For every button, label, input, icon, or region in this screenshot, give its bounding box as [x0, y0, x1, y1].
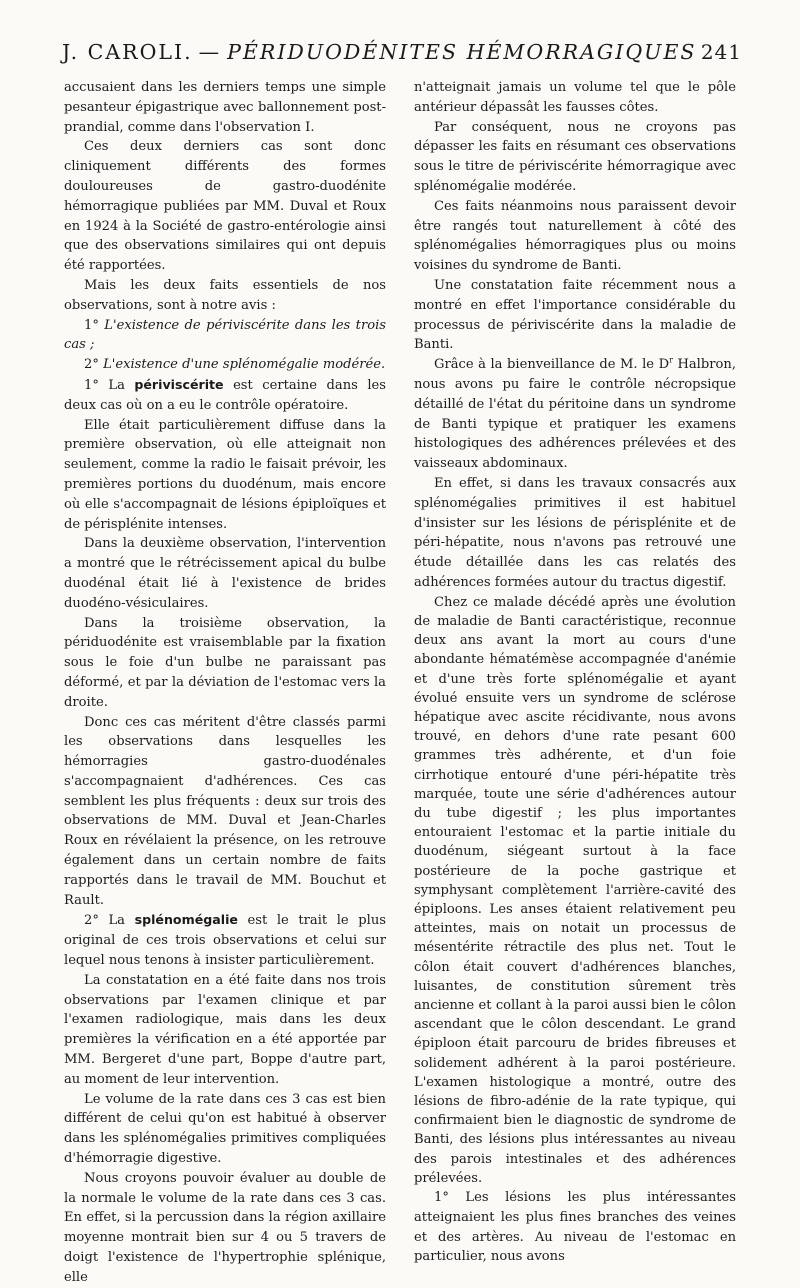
keyword-periviscerite: périviscérite	[134, 376, 224, 392]
paragraph: Mais les deux faits essentiels de nos observations, sont à notre avis :	[64, 277, 386, 313]
paragraph: Elle était particulièrement diffuse dans la première observation, où elle atteignait non seulement, comme la radio le faisait prévoir, les premières portions du duodénum, mais encore où elle s'accompagnait de lésions épiploïques et de périsplénite intenses.	[64, 417, 386, 532]
paragraph: Une constatation faite récemment nous a montré en effet l'importance considérable du processus de périviscérite dans la maladie de Banti.	[414, 277, 736, 353]
running-title	[62, 40, 696, 64]
running-header	[62, 40, 742, 74]
paragraph: Ces faits néanmoins nous paraissent devoir être rangés tout naturellement à côté des splénomégalies hémorragiques plus ou moins voisines du syndrome de Banti.	[414, 198, 736, 274]
paragraph: En effet, si dans les travaux consacrés aux splénomégalies primitives il est habituel d'insister sur les lésions de périsplénite et de péri-hépatite, nous n'avons pas retrouvé une étude détaillée dans les cas relatés des adhérences formées autour du tractus digestif.	[414, 475, 736, 590]
paragraph: 1° Les lésions les plus intéressantes atteignaient les plus fines branches des veines et des artères. Au niveau de l'estomac en particulier, nous avons	[414, 1190, 736, 1265]
header-dash: —	[198, 40, 222, 64]
paragraph: 1° La périviscérite est certaine dans les deux cas où on a eu le contrôle opératoire.	[64, 376, 386, 413]
left-column	[64, 78, 386, 1288]
right-column	[414, 78, 736, 1267]
paragraph: Ces deux derniers cas sont donc cliniquement différents des formes douloureuses de gastro-duodénite hémorragique publiées par MM. Duval et Roux en 1924 à la Société de gastro-entérologie ainsi que des observations similaires qui ont depuis été rapportées.	[64, 139, 386, 274]
paragraph: Chez ce malade décédé après une évolution de maladie de Banti caractéristique, reconnue deux ans avant la mort au cours d'une abondante hématémèse accompagnée d'anémie et d'une très forte splénomégalie et ayant évolué ensuite vers un syndrome de sclérose hépatique avec ascite récidivante, nous avons trouvé, en dehors d'une rate pesant 600 grammes très adhérente, et d'un foie cirrhotique entouré d'une péri-hépatite très marquée, toute une série d'adhérences autour du tube digestif ; les plus importantes entouraient l'estomac et la partie initiale du duodénum, siégeant surtout à la face postérieure de la poche gastrique et symphysant complètement l'arrière-cavité des épiploons. Les anses étaient relativement peu atteintes, mais on notait un processus de mésentérite rétractile des plus net. Tout le côlon était couvert d'adhérences blanches, luisantes, de constitution sûrement très ancienne et collant à la paroi aussi bien le côlon ascendant que le côlon descendant. Le grand épiploon était parcouru de brides fibreuses et solidement adhérent à la paroi postérieure. L'examen histologique a montré, outre des lésions de fibro-adénie de la rate typique, qui confirmaient bien le diagnostic de syndrome de Banti, des lésions plus intéressantes au niveau des parois intestinales et des adhérences prélevées.	[414, 594, 736, 1186]
list-item: 1° L'existence de périviscérite dans les trois cas ;	[64, 317, 386, 353]
paragraph: Le volume de la rate dans ces 3 cas est bien différent de celui qu'on est habitué à observer dans les splénomégalies primitives compliquées d'hémorragie digestive.	[64, 1091, 386, 1167]
list-item: 2° L'existence d'une splénomégalie modérée.	[84, 357, 386, 373]
header-author: J. CAROLI.	[62, 40, 193, 64]
paragraph: Dans la troisième observation, la périduodénite est vraisemblable par la fixation sous le foie d'un bulbe ne paraissant pas déformé, et par la déviation de l'estomac vers la droite.	[64, 615, 386, 710]
header-title: PÉRIDUODÉNITES HÉMORRAGIQUES	[227, 40, 697, 64]
paragraph: Dans la deuxième observation, l'intervention a montré que le rétrécissement apical du bulbe duodénal était lié à l'existence de brides duodéno-vésiculaires.	[64, 536, 386, 611]
page-number: 241	[700, 40, 742, 64]
paragraph: La constatation en a été faite dans nos trois observations par l'examen clinique et par l'examen radiologique, mais dans les deux premières la vérification en a été apportée par MM. Bergeret d'une part, Boppe d'autre part, au moment de leur intervention.	[64, 972, 386, 1087]
keyword-splenomegalie: splénomégalie	[134, 912, 238, 928]
paragraph: 2° La splénomégalie est le trait le plus original de ces trois observations et celui sur lequel nous tenons à insister particulièrement.	[64, 912, 386, 969]
paragraph: Par conséquent, nous ne croyons pas dépasser les faits en résumant ces observations sous le titre de périviscérite hémorragique avec splénomégalie modérée.	[414, 119, 736, 194]
paragraph: Grâce à la bienveillance de M. le $D^r$ Halbron, nous avons pu faire le contrôle nécropsique détaillé de l'état du péritoine dans un syndrome de Banti typique et pratiquer les examens histologiques des adhérences prélevées et des vaisseaux abdominaux.	[414, 355, 736, 472]
paragraph: Nous croyons pouvoir évaluer au double de la normale le volume de la rate dans ces 3 cas. En effet, si la percussion dans la région axillaire moyenne montrait bien sur 4 ou 5 travers de doigt l'existence de l'hypertrophie splénique, elle	[64, 1170, 386, 1285]
paragraph: Donc ces cas méritent d'être classés parmi les observations dans lesquelles les hémorragies gastro-duodénales s'accompagnaient d'adhérences. Ces cas semblent les plus fréquents : deux sur trois des observations de MM. Duval et Jean-Charles Roux en révélaient la présence, on les retrouve également dans un certain nombre de faits rapportés dans le travail de MM. Bouchut et Rault.	[64, 714, 386, 908]
paragraph: accusaient dans les derniers temps une simple pesanteur épigastrique avec ballonnement post-prandial, comme dans l'observation I.	[64, 80, 386, 135]
paragraph: n'atteignait jamais un volume tel que le pôle antérieur dépassât les fausses côtes.	[414, 80, 736, 115]
